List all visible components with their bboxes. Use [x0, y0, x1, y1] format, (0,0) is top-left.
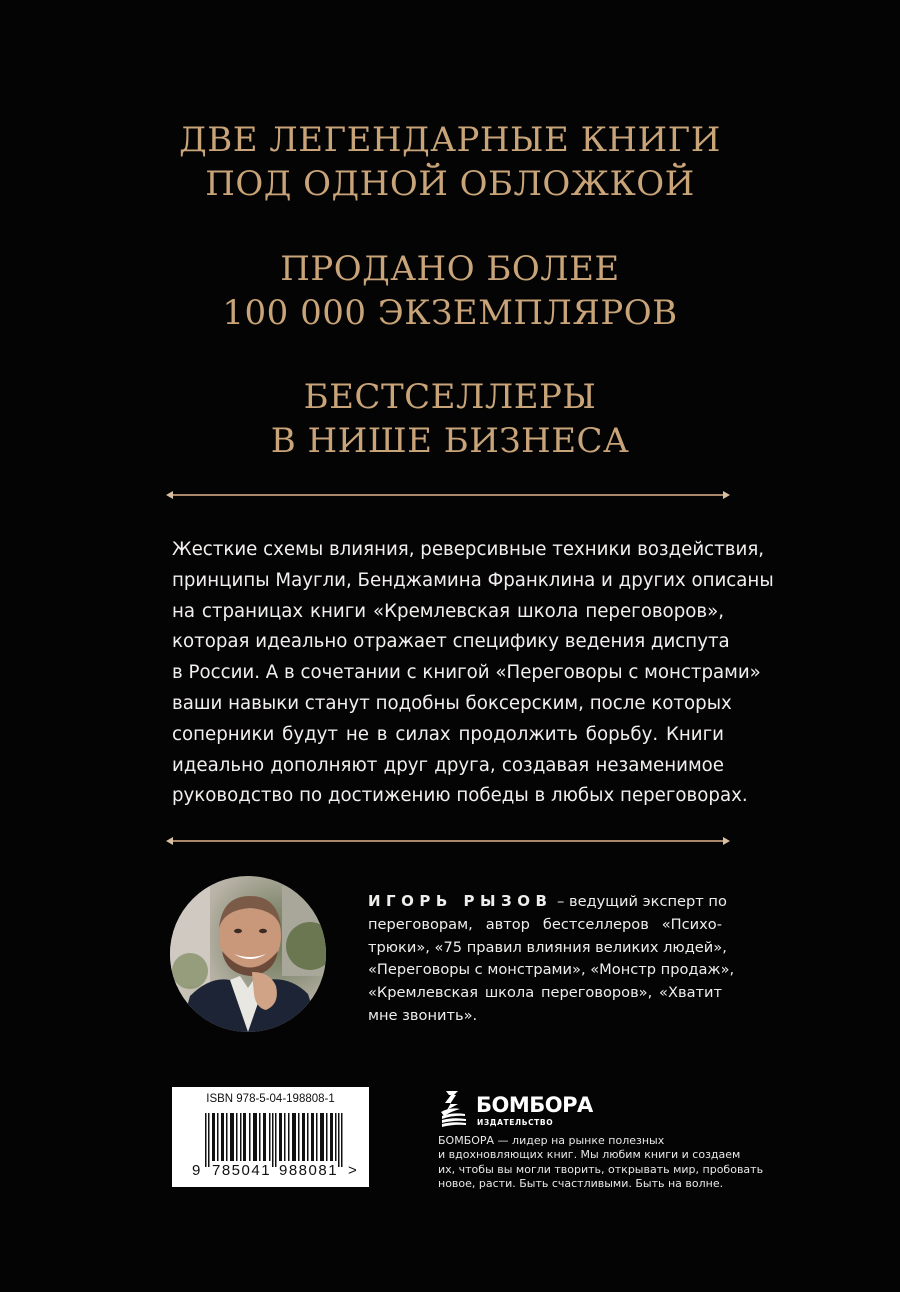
ean-first-digit: 9	[192, 1162, 201, 1179]
publisher-text-line: их, чтобы вы могли творить, открывать мир, пробовать	[438, 1162, 764, 1176]
description-line: на страницах книги «Кремлевская школа переговоров»,	[172, 600, 724, 622]
book-description	[172, 535, 774, 812]
headline-bestsellers	[0, 375, 900, 463]
publisher-text-line: и вдохновляющих книг. Мы любим книги и создаем	[438, 1148, 741, 1162]
description-line: в России. А в сочетании с книгой «Переговоры с монстрами»	[172, 662, 761, 684]
publisher-text-line: новое, расти. Быть счастливыми. Быть на волне.	[438, 1176, 724, 1190]
headline-line: ДВЕ ЛЕГЕНДАРНЫЕ КНИГИ	[179, 120, 721, 160]
author-name: ИГОРЬ РЫЗОВ	[368, 892, 553, 910]
description-line: соперники будут не в силах продолжить борьбу. Книги	[172, 723, 724, 745]
ean-arrow: >	[348, 1162, 357, 1179]
author-bio-line: мне звонить».	[368, 1006, 478, 1024]
description-line: принципы Маугли, Бенджамина Франклина и других описаны	[172, 569, 774, 591]
author-bio-text: – ведущий эксперт по	[552, 893, 727, 910]
ean-group-2: 988081	[279, 1162, 339, 1179]
publisher-text-line: БОМБОРА — лидер на рынке полезных	[438, 1134, 665, 1147]
description-line: которая идеально отражает специфику ведения диспута	[172, 631, 730, 653]
ean-group-1: 785041	[212, 1162, 272, 1179]
headline-two-books	[0, 118, 900, 206]
description-line: руководство по достижению победы в любых переговорах.	[172, 785, 748, 807]
headline-line: ПОД ОДНОЙ ОБЛОЖКОЙ	[205, 164, 695, 204]
publisher-subtitle: ИЗДАТЕЛЬСТВО	[477, 1118, 554, 1127]
headline-line: 100 000 ЭКЗЕМПЛЯРОВ	[222, 293, 678, 333]
author-bio-first-line	[368, 890, 727, 914]
author-bio	[368, 890, 735, 1028]
description-line: ваши навыки станут подобны боксерским, после которых	[172, 692, 732, 714]
headline-copies-sold	[0, 247, 900, 335]
barcode-bars-icon	[205, 1113, 343, 1167]
isbn-label: ISBN 978-5-04-198808-1	[206, 1093, 335, 1105]
author-bio-line: «Переговоры с монстрами», «Монстр продаж»,	[368, 961, 735, 979]
author-bio-line: трюки», «75 правил влияния великих людей»,	[368, 938, 727, 956]
description-line: Жесткие схемы влияния, реверсивные техники воздействия,	[172, 539, 765, 560]
headline-line: ПРОДАНО БОЛЕЕ	[280, 249, 620, 289]
author-bio-line: переговорам, автор бестселлеров «Психо-	[368, 915, 722, 933]
author-bio-line: «Кремлевская школа переговоров», «Хватит	[368, 984, 722, 1002]
publisher-description	[438, 1134, 764, 1191]
publisher-name: БОМБОРА	[476, 1093, 593, 1117]
description-line: идеально дополняют друг друга, создавая незаменимое	[172, 754, 724, 776]
bombora-figure-icon	[438, 1090, 468, 1130]
author-portrait-icon	[170, 876, 326, 1032]
ornamental-divider-bottom	[172, 840, 724, 842]
ornamental-divider-top	[172, 494, 724, 496]
isbn-barcode	[172, 1087, 369, 1187]
headline-line: БЕСТСЕЛЛЕРЫ	[303, 377, 597, 417]
headline-line: В НИШЕ БИЗНЕСА	[270, 421, 630, 461]
